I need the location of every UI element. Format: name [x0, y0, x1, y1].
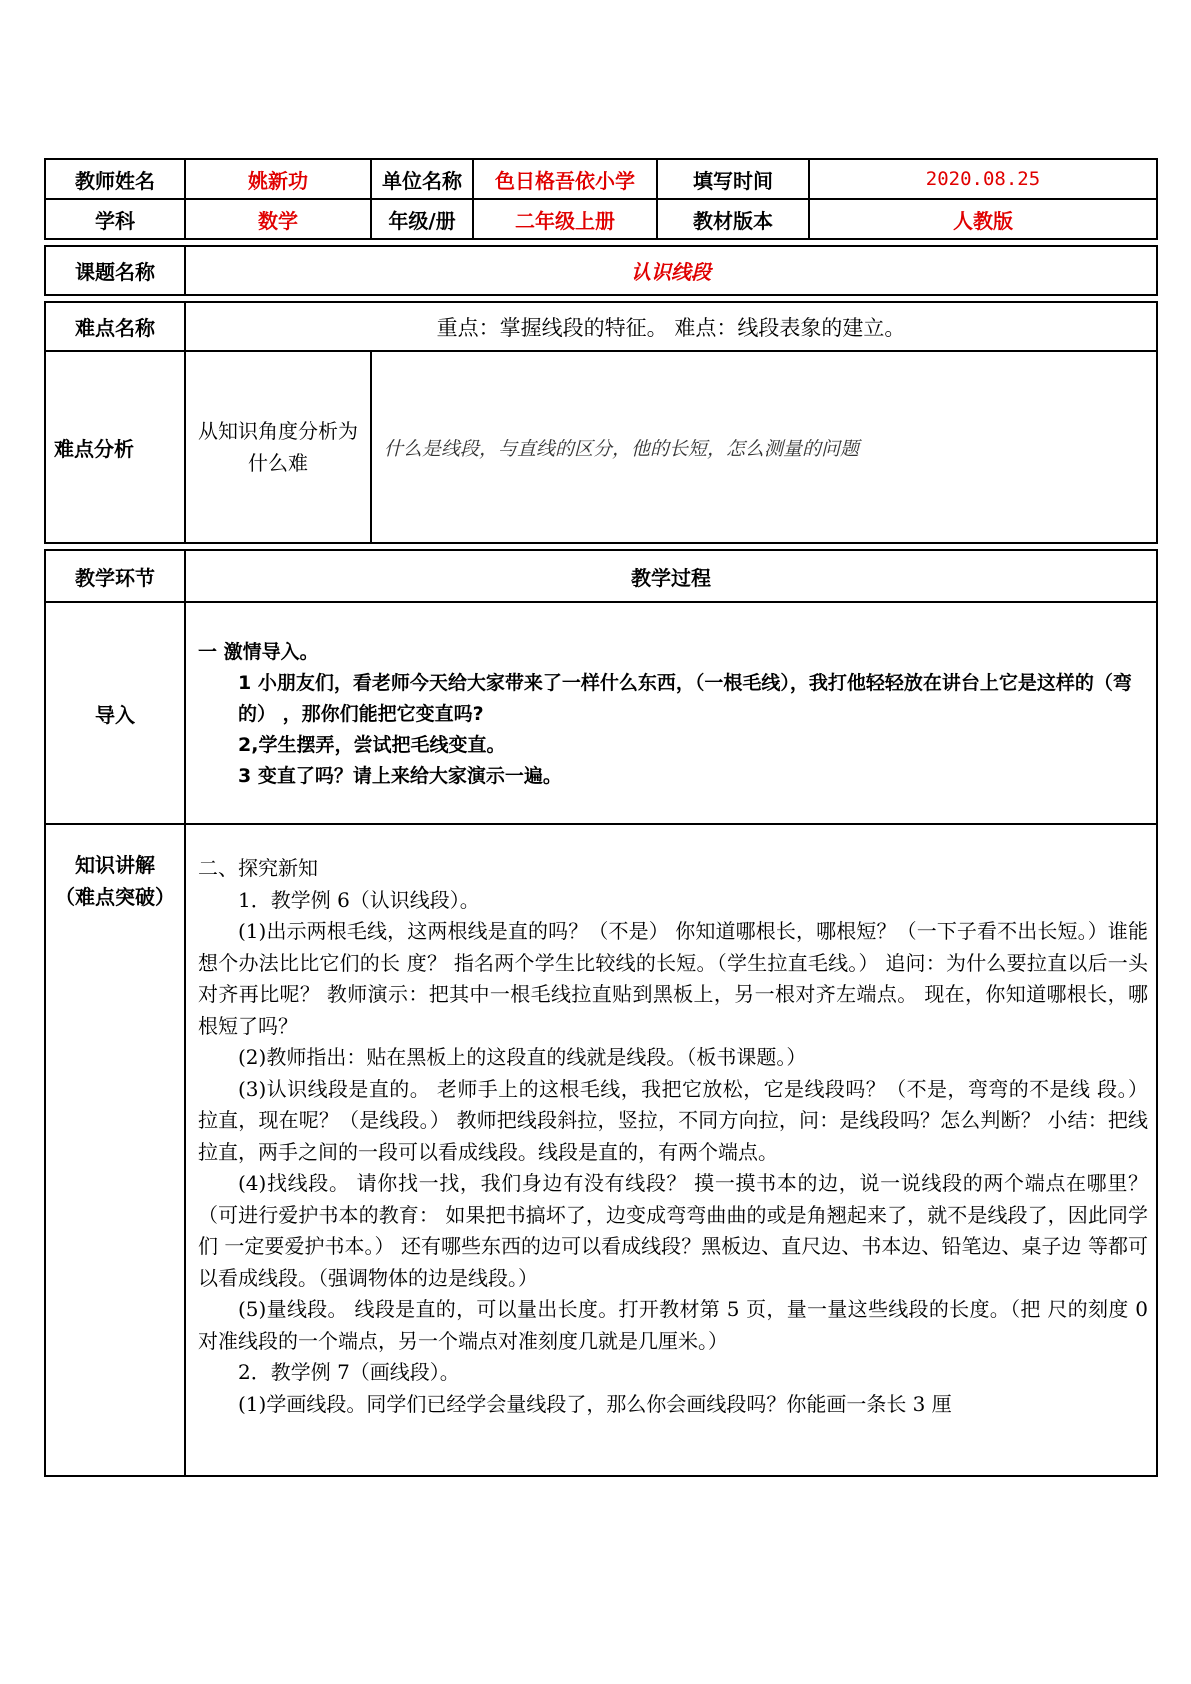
header-row-1: [45, 159, 1157, 199]
date-value: 2020.08.25: [809, 159, 1157, 199]
analysis-label: 难点分析: [45, 351, 185, 543]
knowledge-paragraph: (3)认识线段是直的。 老师手上的这根毛线，我把它放松，它是线段吗？（不是，弯弯的不是线 段。） 拉直，现在呢？（是线段。） 教师把线段斜拉，竖拉，不同方向拉，问：是线段吗？怎么判断？ 小结：把线拉直，两手之间的一段可以看成线段。线段是直的，有两个端点。: [198, 1076, 1148, 1164]
knowledge-paragraph: (2)教师指出：贴在黑板上的这段直的线就是线段。（板书课题。）: [238, 1045, 807, 1069]
intro-content: [185, 602, 1157, 824]
intro-line: 2,学生摆弄，尝试把毛线变直。: [238, 734, 506, 756]
analysis-row: [45, 351, 1157, 543]
topic-value: 认识线段: [185, 246, 1157, 295]
intro-label: 导入: [45, 602, 185, 824]
teacher-value: 姚新功: [185, 159, 371, 199]
knowledge-paragraph: (1)出示两根毛线，这两根线是直的吗？（不是） 你知道哪根长，哪根短？（一下子看不出长短。）谁能想个办法比比它们的长 度？ 指名两个学生比较线的长短。（学生拉直毛线。） 追问：为什么要拉直以后一头对齐再比呢？ 教师演示：把其中一根毛线拉直贴到黑板上，另一根对齐左端点。 现在，你知道哪根长，哪根短了吗？: [198, 919, 1148, 1038]
unit-label: 单位名称: [371, 159, 473, 199]
intro-line: 3 变直了吗？请上来给大家演示一遍。: [238, 765, 562, 787]
unit-value: 色日格吾依小学: [473, 159, 657, 199]
process-header-row: [45, 550, 1157, 602]
grade-value: 二年级上册: [473, 199, 657, 239]
knowledge-paragraph: 1．教学例 6（认识线段）。: [238, 887, 480, 912]
topic-row: [45, 246, 1157, 295]
spacer: [45, 295, 1157, 302]
knowledge-paragraph: 2．教学例 7（画线段）。: [238, 1360, 460, 1384]
knowledge-label-line1: 知识讲解: [75, 853, 155, 877]
grade-label: 年级/册: [371, 199, 473, 239]
header-row-2: [45, 199, 1157, 239]
difficulty-value: 重点：掌握线段的特征。 难点：线段表象的建立。: [185, 302, 1157, 351]
knowledge-content: [185, 824, 1157, 1476]
date-label: 填写时间: [657, 159, 809, 199]
process-value: 教学过程: [185, 550, 1157, 602]
subject-label: 学科: [45, 199, 185, 239]
lesson-plan-table: [44, 158, 1158, 1477]
knowledge-label: [45, 824, 185, 1476]
edition-value: 人教版: [809, 199, 1157, 239]
subject-value: 数学: [185, 199, 371, 239]
difficulty-label: 难点名称: [45, 302, 185, 351]
analysis-middle-line2: 什么难: [248, 451, 308, 475]
intro-line: 1 小朋友们，看老师今天给大家带来了一样什么东西，（一根毛线），我打他轻轻放在讲台上它是这样的（弯的） ，那你们能把它变直吗?: [238, 672, 1132, 725]
analysis-right: 什么是线段，与直线的区分，他的长短，怎么测量的问题: [371, 351, 1157, 543]
knowledge-paragraph: (5)量线段。 线段是直的，可以量出长度。打开教材第 5 页，量一量这些线段的长度。（把 尺的刻度 0 对准线段的一个端点，另一个端点对准刻度几就是几厘米。）: [198, 1297, 1148, 1353]
knowledge-row: [45, 824, 1157, 1476]
lesson-plan-form: [44, 158, 1156, 1477]
difficulty-row: [45, 302, 1157, 351]
spacer: [45, 239, 1157, 246]
edition-label: 教材版本: [657, 199, 809, 239]
teacher-label: 教师姓名: [45, 159, 185, 199]
knowledge-paragraph: (4)找线段。 请你找一找，我们身边有没有线段？ 摸一摸书本的边，说一说线段的两个端点在哪里？（可进行爱护书本的教育： 如果把书搞坏了，边变成弯弯曲曲的或是角翘起来了，就不是线段了，因此同学们 一定要爱护书本。） 还有哪些东西的边可以看成线段？黑板边、直尺边、书本边、铅笔边、桌子边 等都可以看成线段。（强调物体的边是线段。）: [198, 1171, 1148, 1290]
analysis-middle-line1: 从知识角度分析为: [198, 419, 358, 443]
spacer: [45, 543, 1157, 550]
knowledge-paragraph: 二、探究新知: [198, 856, 318, 880]
intro-line: 一 激情导入。: [198, 641, 319, 663]
analysis-middle: [185, 351, 371, 543]
process-label: 教学环节: [45, 550, 185, 602]
knowledge-label-line2: （难点突破）: [55, 885, 175, 909]
intro-row: [45, 602, 1157, 824]
knowledge-paragraph: (1)学画线段。同学们已经学会量线段了，那么你会画线段吗？你能画一条长 3 厘: [238, 1391, 952, 1416]
topic-label: 课题名称: [45, 246, 185, 295]
